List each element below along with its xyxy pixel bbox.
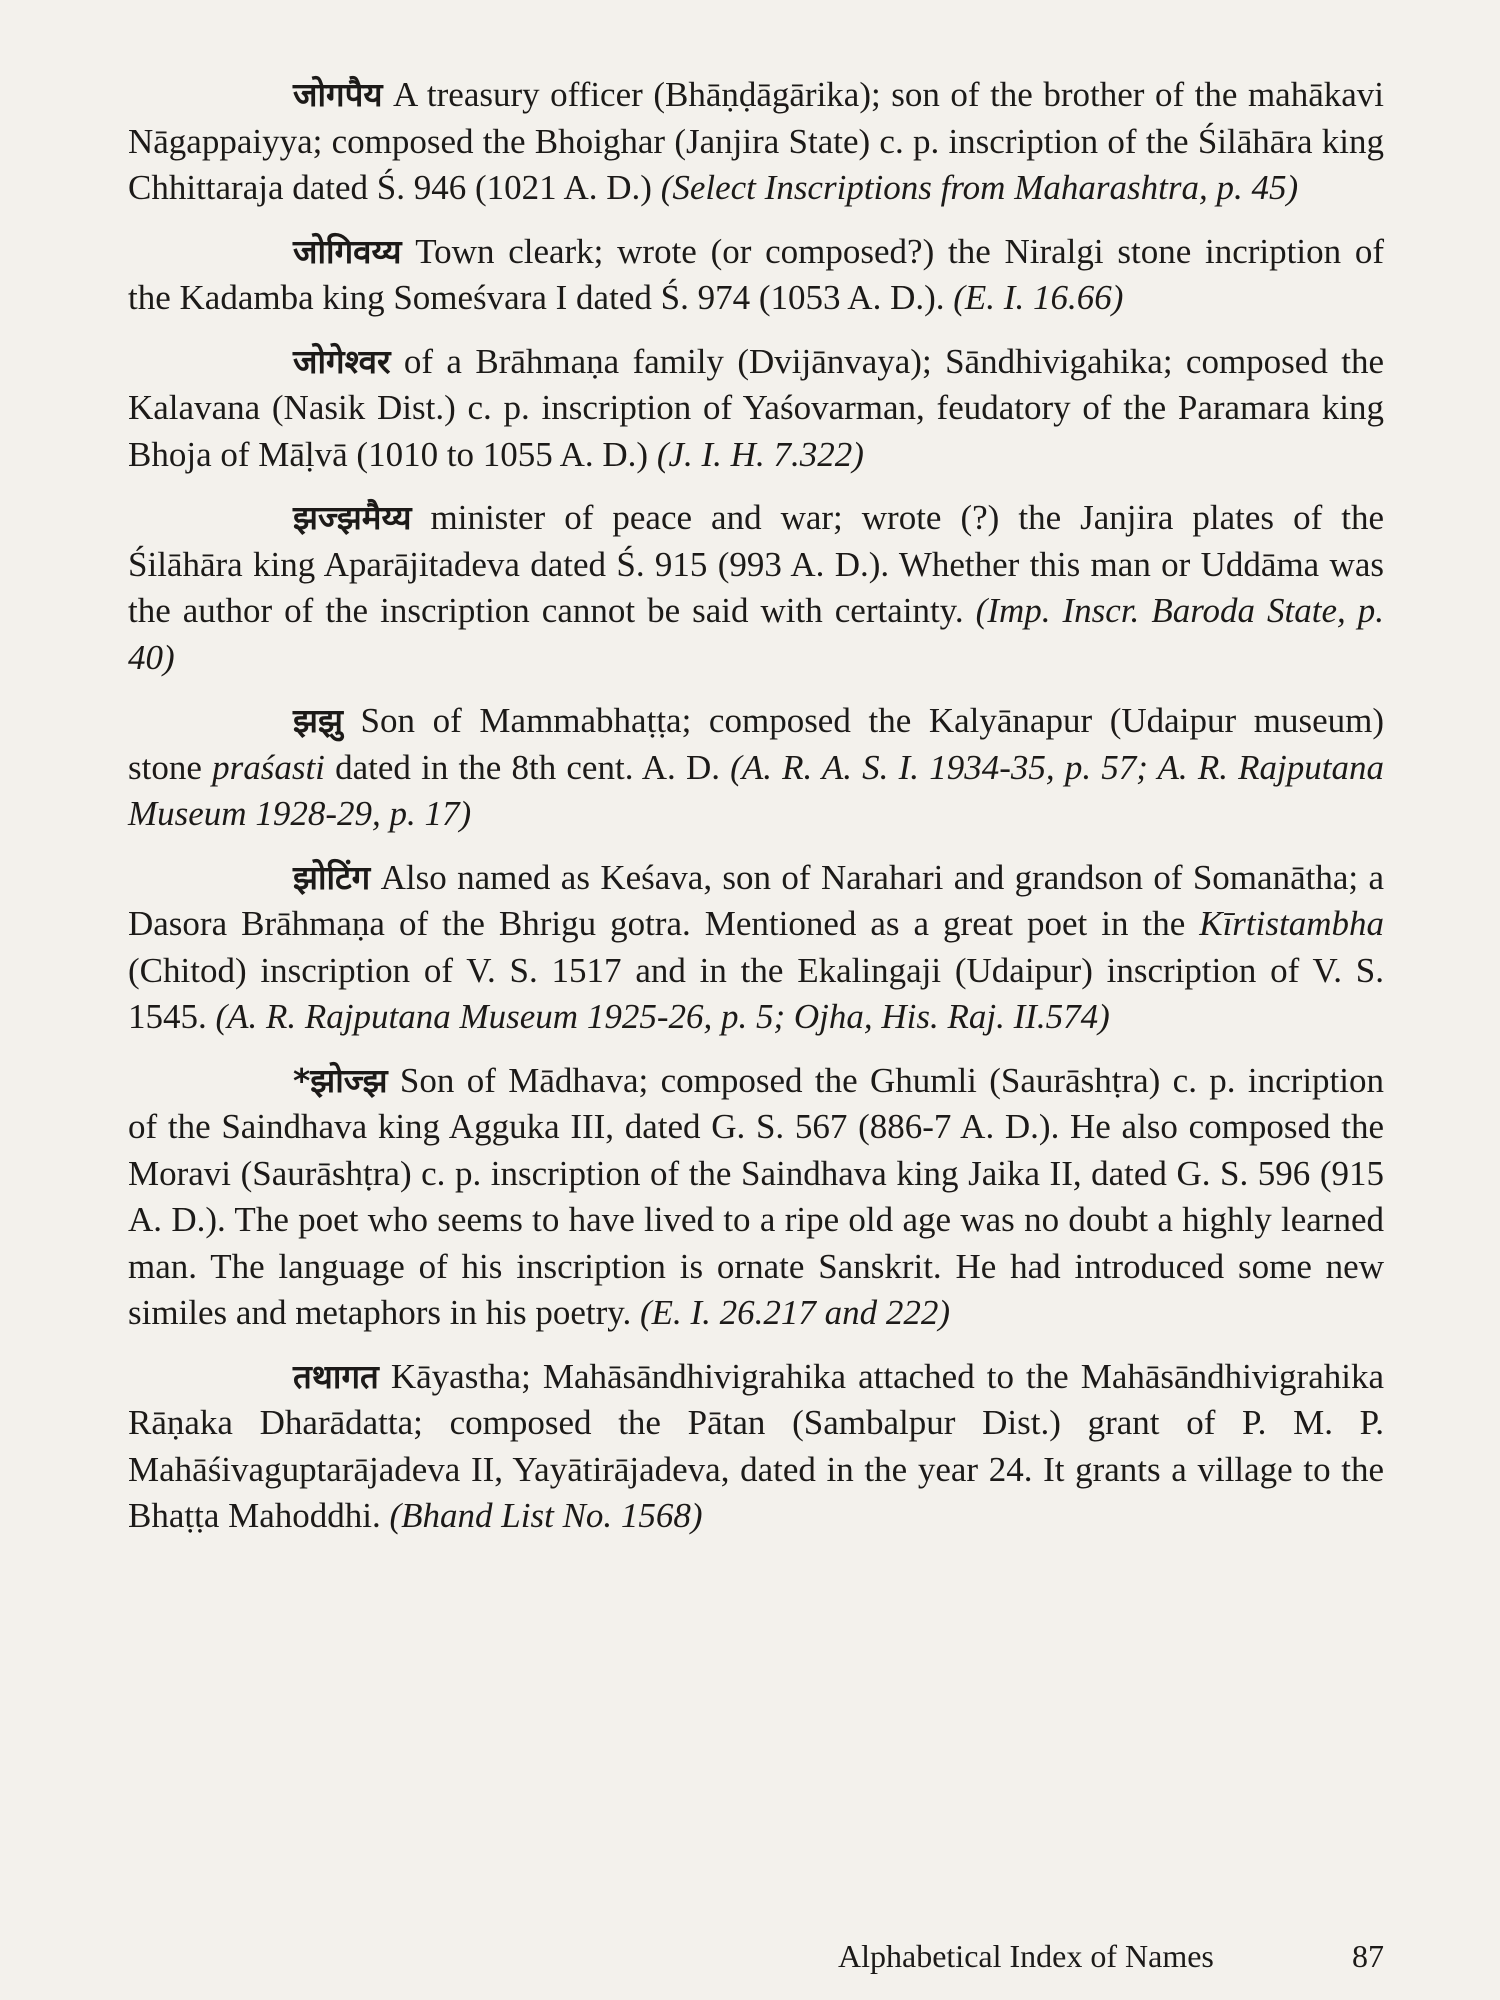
entry-text: minister of peace and war; wrote (?) the Janjira plates of the Śilāhāra king Aparājitadeva dated Ś. 915 (993 A. D.). Whether this man or Uddāma was the author of the inscription cannot be said with certainty. — [128, 498, 1384, 630]
entry-tathagata — [128, 1354, 1384, 1540]
entry-jhajhu — [128, 698, 1384, 838]
entry-text: A treasury officer (Bhāṇḍāgārika); son of the brother of the mahākavi Nāgappaiyya; composed the Bhoighar (Janjira State) c. p. inscription of the Śilāhāra king Chhittaraja dated Ś. 946 (1021 A. D.) — [128, 75, 1384, 207]
entry-reference: (Select Inscriptions from Maharashtra, p. 45) — [660, 168, 1299, 207]
entry-reference: (J. I. H. 7.322) — [656, 434, 864, 474]
running-footer-title: Alphabetical Index of Names — [838, 1938, 1214, 1974]
entry-reference: (Imp. Inscr. Baroda State, p. 40) — [128, 591, 1385, 677]
entry-reference: (Bhand List No. 1568) — [389, 1496, 703, 1535]
entry-headword: *झोज्झ — [293, 1060, 388, 1100]
entry-reference: (A. R. A. S. I. 1934-35, p. 57; A. R. Rajputana Museum 1928-29, p. 17) — [128, 747, 1384, 833]
entry-text: Son of Mādhava; composed the Ghumli (Saurāshṭra) c. p. incription of the Saindhava king Agguka III, dated G. S. 567 (886-7 A. D.). He also composed the Moravi (Saurāshṭra) c. p. inscription of the Saindhava king Jaika II, dated G. S. 596 (915 A. D.). The poet who seems to have lived to a ripe old age was no doubt a highly learned man. The language of his inscription is ornate Sanskrit. He had introduced some new similes and metaphors in his poetry. — [128, 1060, 1384, 1332]
entry-jhojjha — [128, 1058, 1384, 1337]
entry-text-continued: (Chitod) inscription of V. S. 1517 and in the Ekalingaji (Udaipur) inscription of V. S. 1545. — [128, 950, 1384, 1036]
entry-text: of a Brāhmaṇa family (Dvijānvaya); Sāndhivigahika; composed the Kalavana (Nasik Dist.) c. p. inscription of Yaśovarman, feudatory of the Paramara king Bhoja of Māḷvā (1010 to 1055 A. D.) — [128, 341, 1384, 474]
entry-text: Town cleark; wrote (or composed?) the Niralgi stone incription of the Kadamba king Someśvara I dated Ś. 974 (1053 A. D.). — [128, 231, 1384, 317]
entry-jhajjhamaiyya — [128, 495, 1384, 681]
entry-headword: जोगेश्वर — [293, 341, 391, 381]
entry-jhoting — [128, 855, 1384, 1041]
entry-text-continued: dated in the 8th cent. A. D. — [324, 747, 731, 787]
page-body — [128, 72, 1384, 1557]
entry-text: Kāyastha; Mahāsāndhivigrahika attached to the Mahāsāndhivigrahika Rāṇaka Dharādatta; composed the Pātan (Sambalpur Dist.) grant of P. M. P. Mahāśivaguptarājadeva II, Yayātirājadeva, dated in the year 24. It grants a village to the Bhaṭṭa Mahoddhi. — [128, 1356, 1384, 1535]
entry-headword: जोगपैय — [293, 75, 383, 114]
entry-jogivayya — [128, 229, 1384, 322]
entry-italic-term: praśasti — [212, 747, 325, 787]
entry-jogapaiya — [128, 72, 1384, 212]
entry-text: Son of Mammabhaṭṭa; composed the Kalyānapur (Udaipur museum) stone — [128, 701, 1384, 787]
page-footer — [838, 1936, 1384, 1976]
entry-headword: झझु — [293, 701, 343, 740]
page-number: 87 — [1352, 1938, 1384, 1974]
entry-italic-term: Kīrtistambha — [1199, 904, 1384, 943]
entry-headword: जोगिवय्य — [293, 231, 402, 271]
entry-reference: (E. I. 26.217 and 222) — [639, 1293, 951, 1332]
entry-reference: (A. R. Rajputana Museum 1925-26, p. 5; Ojha, His. Raj. II.574) — [215, 997, 1110, 1036]
entry-headword: झज्झमैय्य — [293, 498, 412, 537]
entry-jogeshvara — [128, 339, 1384, 479]
entry-headword: तथागत — [293, 1356, 379, 1396]
entry-reference: (E. I. 16.66) — [953, 278, 1124, 317]
entry-headword: झोटिंग — [293, 857, 371, 897]
entry-text: Also named as Keśava, son of Narahari and grandson of Somanātha; a Dasora Brāhmaṇa of the Bhrigu gotra. Mentioned as a great poet in the — [128, 857, 1384, 943]
